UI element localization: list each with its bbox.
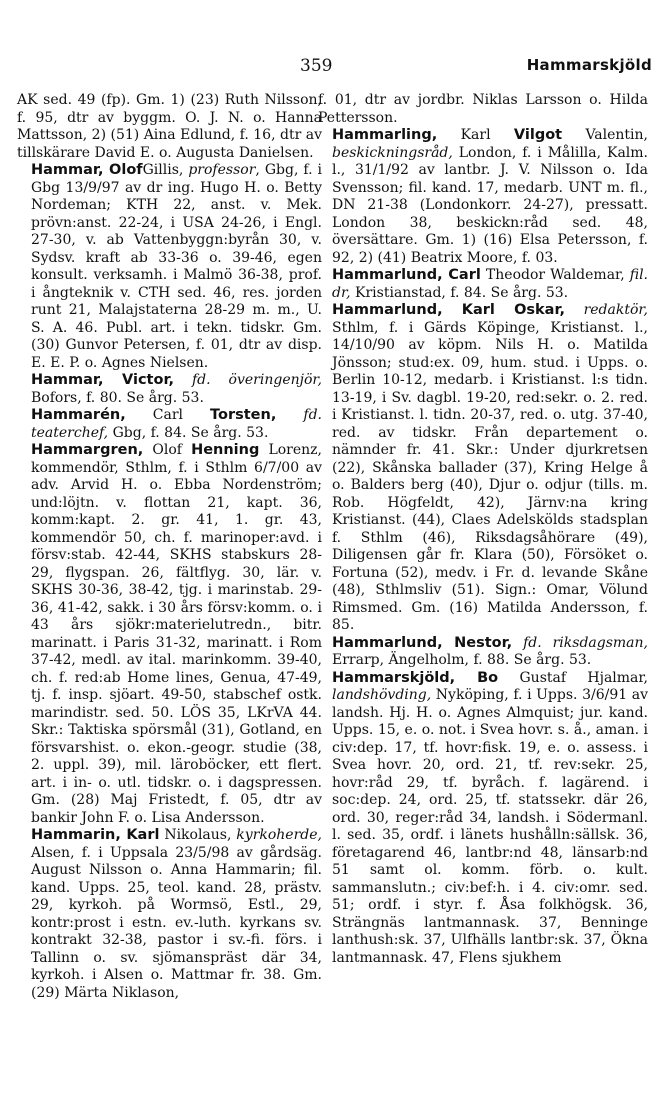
entry-given-names	[565, 302, 584, 318]
entry-occupation: redaktör,	[583, 302, 648, 318]
entry-occupation: fd. överingenjör,	[191, 372, 322, 388]
entry-headword: Hammarin, Karl	[31, 827, 160, 843]
entry-headword: Hammar, Olof	[31, 162, 143, 178]
entry-body: Kristianstad, f. 84. Se årg. 53.	[350, 284, 569, 301]
biography-entry	[17, 407, 322, 442]
entry-given-names: Gillis,	[142, 162, 189, 178]
entry-occupation: professor	[188, 162, 256, 178]
biography-entry	[17, 827, 322, 1002]
biography-entry	[17, 442, 322, 827]
biography-entry	[318, 267, 648, 302]
entry-occupation: fd. teaterchef,	[31, 407, 322, 441]
entry-occupation: fd. riksdagsman,	[523, 634, 648, 651]
entry-body: Errarp, Ängelholm, f. 88. Se årg. 53.	[332, 652, 592, 668]
entry-body: Alsen, f. i Uppsala 23/5/98 av gårdsäg. August Nilsson o. Anna Hammarin; fil. kand. Upps. 25, teol. kand. 28, prästv. 29, kyrkoh. på Wormsö, Estl., 29, kontr:prost i estn. ev.-luth. kyrkans sv. kontrakt 32-38, pastor i sv.-fi. förs. i Tallinn o. sv. sjömanspräst där 34, kyrkoh. i Alsen o. Mattmar fr. 38. Gm. (29) Märta Niklason,	[31, 844, 322, 1001]
entry-occupation: landshövding,	[332, 687, 432, 703]
entry-body: Nyköping, f. i Upps. 3/6/91 av landsh. Hj. H. o. Agnes Almquist; jur. kand. Upps. 15, e. o. not. i Svea hovr. s. å., aman. i civ:dep. 17, tf. hovr:fisk. 19, e. o. assess. i Svea hovr. 20, ord. 21, tf. rev:sekr. 25, hovr:råd 29, tf. byråch. f. lagärend. i soc:dep. 24, ord. 25, tf. statssekr. där 26, ord. 30, reger:råd 34, landsh. i Södermanl. l. sed. 35, ordf. i länets hushålln:sällsk. 36, företagarend 46, lantbr:nd 48, länsarb:nd 51 samt ol. komm. förb. o. kult. sammanslutn.; civ:bef:h. i 4. civ:omr. sed. 51; ordf. i styr. f. Åsa folkhögsk. 36, Strängnäs lantmannask. 37, Benninge lanthush:sk. 37, Ulfhälls lantbr:sk. 37, Ökna lantmannask. 47, Flens sjukhem	[332, 687, 648, 966]
entry-body: , Gbg, f. i Gbg 13/9/97 av dr ing. Hugo H. o. Betty Nordeman; KTH 22, anst. v. Mek. prövn:anst. 22-24, i USA 24-26, i Engl. 27-30, v. ab Vattenbyggn:byrån 30, v. Sydsv. kraft ab 33-36 o. 39-46, egen konsult. verksamh. i Malmö 36-38, prof. i ångteknik v. CTH sed. 46, res. jorden runt 21, Malajstaterna 28-29 m. m., U. S. A. 46. Publ. art. i tekn. tidskr. Gm. (30) Gunvor Petersen, f. 01, dtr av disp. E. E. P. o. Agnes Nielsen.	[31, 162, 322, 371]
biography-entry	[318, 670, 648, 968]
entry-given-names: Gustaf Hjalmar,	[498, 669, 648, 686]
biography-entry	[17, 372, 322, 407]
biography-entry	[17, 162, 322, 372]
entry-continuation: f. 01, dtr av jordbr. Niklas Larsson o. Hilda Pettersson.	[318, 92, 648, 126]
entry-body: Gbg, f. 84. Se årg. 53.	[108, 424, 269, 441]
page-header	[0, 56, 672, 82]
entry-headword-secondary: Henning	[191, 442, 260, 458]
right-column	[318, 92, 648, 967]
biography-entry	[318, 635, 648, 670]
entry-body: Bofors, f. 80. Se årg. 53.	[31, 389, 204, 406]
entry-headword: Hammarlund, Karl Oskar,	[332, 302, 565, 318]
left-column	[17, 92, 322, 1002]
entry-given-names	[512, 635, 523, 651]
entry-given-names: Nikolaus,	[159, 827, 237, 843]
entry-headword: Hammarén,	[31, 407, 126, 423]
biography-entry	[318, 302, 648, 635]
entry-occupation: fil. dr,	[332, 267, 648, 301]
entry-given-names	[174, 372, 192, 388]
entry-occupation: beskickningsråd,	[332, 144, 453, 161]
entry-headword-secondary: Vilgot	[513, 127, 563, 143]
entry-continuation: AK sed. 49 (fp). Gm. 1) (23) Ruth Nilsson, f. 95, dtr av byggm. O. J. N. o. Hanna Mattsson, 2) (51) Aina Edlund, f. 16, dtr av tillskärare David E. o. Augusta Danielsen.	[17, 92, 322, 161]
running-head: Hammarskjöld	[526, 56, 652, 74]
entry-given-names: Karl	[437, 127, 514, 143]
entry-headword: Hammarlund, Nestor,	[332, 634, 513, 651]
entry-headword: Hammar, Victor,	[31, 372, 174, 388]
entry-body: London, f. i Målilla, Kalm. l., 31/1/92 av lantbr. J. V. Nilsson o. Ida Svensson; fil. kand. 17, medarb. UNT m. fl., DN 21-38 (Londonkorr. 24-27), pressatt. London 38, beskickn:råd sed. 48, översättare. Gm. 1) (16) Elsa Petersson, f. 92, 2) (41) Beatrix Moore, f. 03.	[332, 144, 648, 266]
entry-given-names: Olof	[143, 442, 192, 458]
entry-headword: Hammarling,	[332, 127, 438, 143]
entry-body: Valentin,	[562, 127, 648, 143]
entry-given-names: Carl	[125, 407, 211, 423]
entry-headword: Hammargren,	[31, 442, 144, 458]
entry-headword: Hammarskjöld, Bo	[332, 669, 499, 686]
entry-body: Lorenz, kommendör, Sthlm, f. i Sthlm 6/7/00 av adv. Arvid H. o. Ebba Nordenström; und:löjtn. v. flottan 21, kapt. 36, komm:kapt. 2. gr. 41, 1. gr. 43, kommendör 50, ch. f. marinoper:avd. i försv:stab. 42-44, SKHS stabskurs 28-29, flygspan. 26, fältflyg. 30, lär. v. SKHS 30-36, 38-42, tjg. i marinstab. 29-36, 41-42, sakk. i 30 års försv:komm. o. i 43 års sjökr:materielutredn., bitr. marinatt. i Paris 31-32, marinatt. i Rom 37-42, medl. av ital. marinkomm. 39-40, ch. f. red:ab Home lines, Genua, 47-49, tj. f. insp. sjöart. 49-50, stabschef ostk. marindistr. sed. 50. LÖS 35, LKrVA 44. Skr.: Taktiska spörsmål (31), Gotland, en försvarshist. o. ekon.-geogr. studie (38, 2. uppl. 39), mil. läroböcker, ett flert. art. i in- o. utl. tidskr. o. i dagspressen. Gm. (28) Maj Fristedt, f. 05, dtr av bankir John F. o. Lisa Andersson.	[31, 442, 323, 826]
entry-headword-secondary: Torsten,	[210, 407, 277, 423]
entry-body: Sthlm, f. i Gärds Köpinge, Kristianst. l., 14/10/90 av köpm. Nils H. o. Matilda Jönsson; stud:ex. 09, hum. stud. i Upps. o. Berlin 10-12, medarb. i Kristianst. l:s tidn. 13-19, i Sv. dagbl. 19-20, red:sekr. o. 2. red. i Kristianst. l. tidn. 20-37, red. o. utg. 37-40, red. av tidskr. Från departement o. nämnder fr. 41. Skr.: Under djurkretsen (22), Skånska ballader (37), Kring Helge å o. Balders berg (40), Djur o. odjur (tills. m. Rob. Högfeldt, 42), Järnv:na kring Kristianst. (44), Claes Adelskölds stadsplan f. Sthlm (46), Riksdagsåhörare (49), Diligensen går fr. Klara (50), Försöket o. Fortuna (52), medv. i Fr. d. levande Skåne (48), Sthlmsliv (51). Sign.: Omar, Völund Rimsmed. Gm. (16) Matilda Andersson, f. 85.	[332, 319, 648, 633]
biography-entry	[318, 127, 648, 267]
entry-occupation: kyrkoherde,	[236, 827, 322, 843]
entry-headword: Hammarlund, Carl	[332, 267, 481, 283]
page-number: 359	[300, 56, 333, 76]
entry-given-names: Theodor Waldemar,	[480, 267, 630, 283]
